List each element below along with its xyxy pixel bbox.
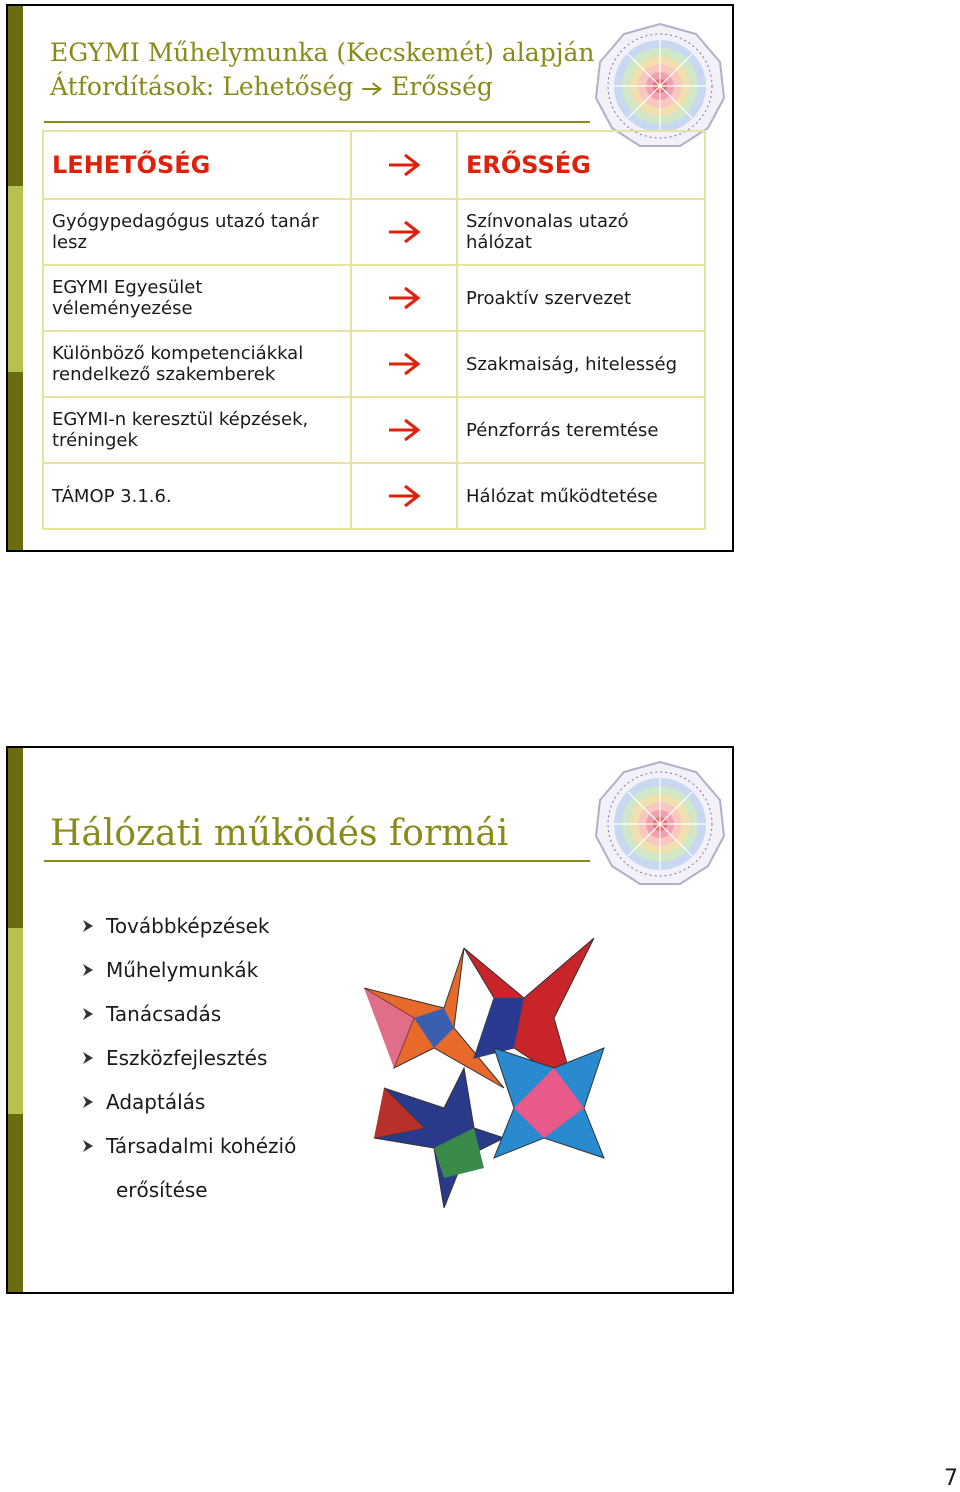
cell-right: Pénzforrás teremtése [457, 397, 705, 463]
table-row [43, 331, 705, 397]
table-row [43, 199, 705, 265]
right-arrow-icon [387, 418, 421, 442]
slide-1 [6, 4, 734, 552]
slide-title [50, 36, 594, 104]
title-underline [44, 121, 590, 123]
arrowhead-bullet-icon [82, 919, 94, 933]
transformation-table [42, 130, 706, 530]
right-arrow-icon [387, 352, 421, 376]
arrowhead-bullet-icon [82, 1095, 94, 1109]
list-item: Eszközfejlesztés [82, 1038, 296, 1082]
arrowhead-bullet-icon [82, 1139, 94, 1153]
title-line-1: EGYMI Műhelymunka (Kecskemét) alapján [50, 38, 595, 67]
list-item: Tanácsadás [82, 994, 296, 1038]
cell-left: EGYMI-n keresztül képzések, tréningek [43, 397, 351, 463]
right-arrow-icon [361, 80, 383, 98]
bullet-list [82, 906, 296, 1170]
right-arrow-icon [387, 220, 421, 244]
cell-left: TÁMOP 3.1.6. [43, 463, 351, 529]
table-row [43, 265, 705, 331]
header-right: ERŐSSÉG [466, 151, 591, 179]
cell-left: Különböző kompetenciákkal rendelkező szakemberek [43, 331, 351, 397]
list-item: Továbbképzések [82, 906, 296, 950]
slide-title: Hálózati működés formái [50, 813, 509, 854]
list-item: Műhelymunkák [82, 950, 296, 994]
slide-sidebar [8, 6, 23, 550]
cell-right: Színvonalas utazó hálózat [457, 199, 705, 265]
table-header-row [43, 131, 705, 199]
list-item: Adaptálás [82, 1082, 296, 1126]
cell-right: Szakmaiság, hitelesség [457, 331, 705, 397]
cell-left: Gyógypedagógus utazó tanár lesz [43, 199, 351, 265]
right-arrow-icon [387, 286, 421, 310]
cell-right: Proaktív szervezet [457, 265, 705, 331]
table-row [43, 397, 705, 463]
title-line-2: Átfordítások: Lehetőség Erősség [50, 72, 493, 101]
right-arrow-icon [387, 484, 421, 508]
right-arrow-icon [387, 153, 421, 177]
list-item: Társadalmi kohézió [82, 1126, 296, 1170]
cell-left: EGYMI Egyesület véleményezése [43, 265, 351, 331]
slide-sidebar [8, 748, 23, 1292]
arrowhead-bullet-icon [82, 1051, 94, 1065]
bullet-continuation: erősítése [116, 1178, 208, 1202]
table-row [43, 463, 705, 529]
origami-stars-image [354, 938, 614, 1208]
page-number: 7 [944, 1466, 958, 1491]
arrowhead-bullet-icon [82, 963, 94, 977]
egymi-logo-icon [592, 758, 728, 888]
header-left: LEHETŐSÉG [52, 151, 211, 179]
slide-2 [6, 746, 734, 1294]
arrowhead-bullet-icon [82, 1007, 94, 1021]
title-underline [44, 860, 590, 862]
cell-right: Hálózat működtetése [457, 463, 705, 529]
